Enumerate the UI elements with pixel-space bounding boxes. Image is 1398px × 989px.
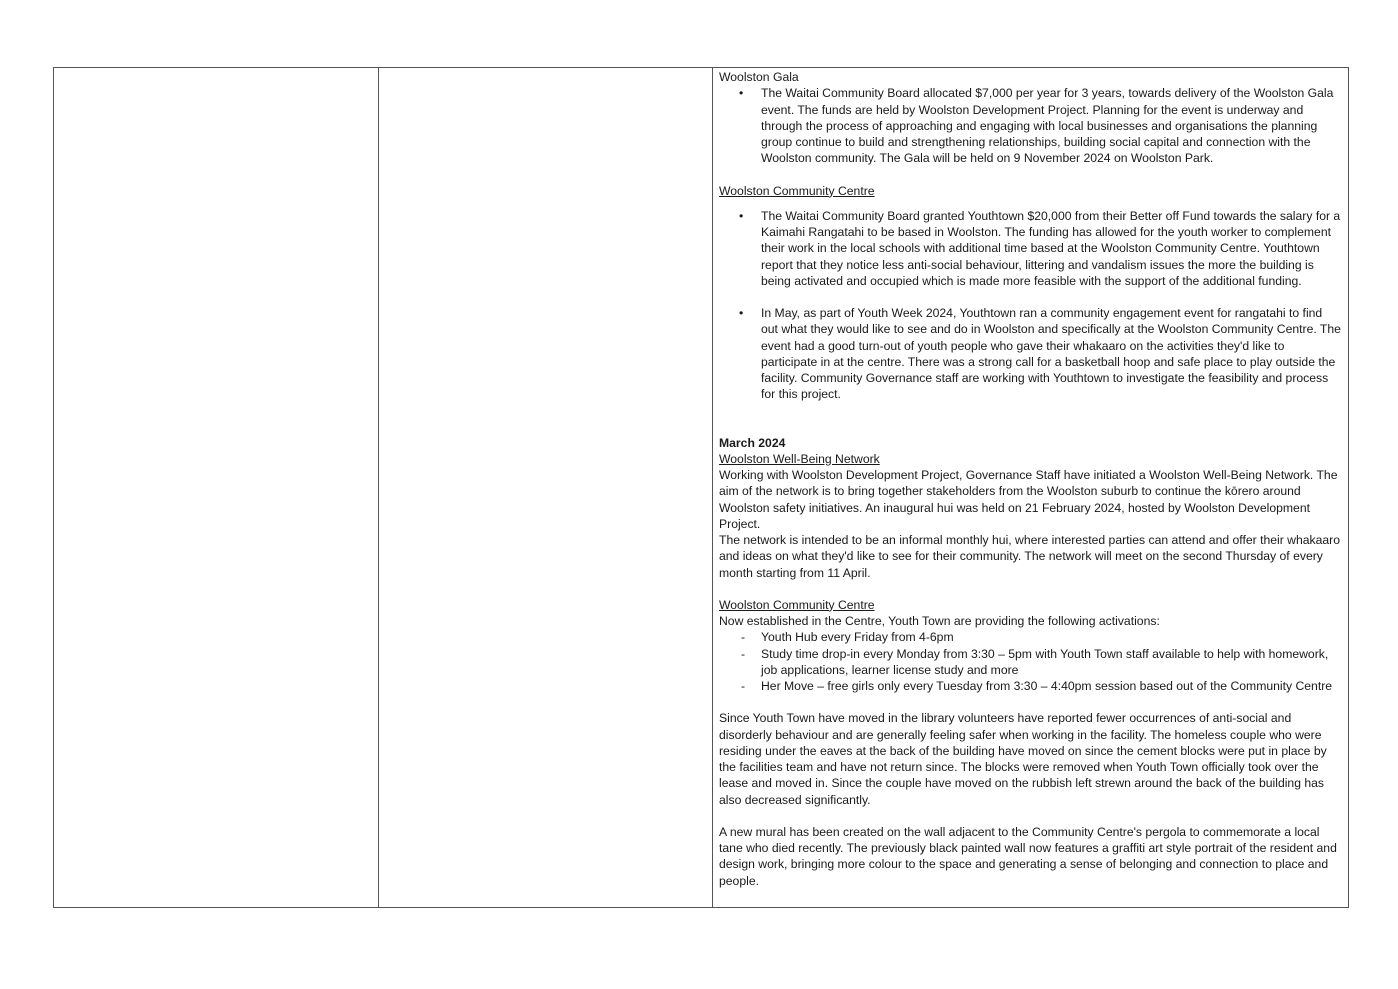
gala-bullet: • The Waitai Community Board allocated $7,000 per year for 3 years, towards delivery of the Woolston Gala event. The funds are held by Woolston Development Project. Planning for the event is underway and through the process of approaching and engaging with local businesses and organisations the planning group continue to build and strengthening relationships, building social capital and connection with the Woolston community. The Gala will be held on 9 November 2024 on Woolston Park.: [761, 85, 1342, 166]
community-centre-list: [719, 208, 1342, 289]
gala-list: [719, 85, 1342, 166]
march-centre-paragraph-3: A new mural has been created on the wall adjacent to the Community Centre's pergola to commemorate a local tane who died recently. The previously black painted wall now features a graffiti art style portrait of the resident and design work, bringing more colour to the space and generating a sense of belonging and connection to place and people.: [719, 824, 1337, 888]
community-centre-list-2: [719, 305, 1342, 403]
report-table: [53, 67, 1349, 908]
community-centre-bullet: • In May, as part of Youth Week 2024, Youthtown ran a community engagement event for rangatahi to find out what they would like to see and do in Woolston and specifically at the Woolston Community Centre. The event had a good turn-out of youth people who gave their whakaaro on the activities they'd like to participate in at the centre. There was a strong call for a basketball hoop and safe place to play outside the facility. Community Governance staff are working with Youthtown to investigate the feasibility and process for this project.: [761, 305, 1342, 403]
activations-list: [719, 629, 1342, 694]
activation-item: - Study time drop-in every Monday from 3:30 – 5pm with Youth Town staff available to help with homework, job applications, learner license study and more: [761, 646, 1342, 679]
community-centre-bullet: • The Waitai Community Board granted Youthtown $20,000 from their Better off Fund towards the salary for a Kaimahi Rangatahi to be based in Woolston. The funding has allowed for the youth worker to complement their work in the local schools with additional time based at the Woolston Community Centre. Youthtown report that they notice less anti-social behaviour, littering and vandalism issues the more the building is being activated and occupied which is made more feasible with the support of the additional funding.: [761, 208, 1342, 289]
update-content: [713, 68, 1348, 889]
community-centre-heading: Woolston Community Centre: [719, 183, 875, 198]
table-cell-empty-1: [54, 68, 379, 908]
march-centre-intro: Now established in the Centre, Youth Town are providing the following activations:: [719, 614, 1160, 628]
wellbeing-network-paragraph-2: The network is intended to be an informal monthly hui, where interested parties can attend and offer their whakaaro and ideas on what they'd like to see for their community. The network will meet on the second Thursday of every month starting from 11 April.: [719, 533, 1341, 580]
march-date-heading: March 2024: [719, 435, 786, 450]
activation-item: - Youth Hub every Friday from 4-6pm: [761, 629, 1342, 645]
activation-item: - Her Move – free girls only every Tuesday from 3:30 – 4:40pm session based out of the Community Centre: [761, 678, 1342, 694]
wellbeing-network-paragraph: Working with Woolston Development Project, Governance Staff have initiated a Woolston Well-Being Network. The aim of the network is to bring together stakeholders from the Woolston suburb to continue the kōrero around Woolston safety initiatives. An inaugural hui was held on 21 February 2024, hosted by Woolston Development Project.: [719, 468, 1338, 531]
march-centre-heading: Woolston Community Centre: [719, 597, 875, 612]
wellbeing-network-heading: Woolston Well-Being Network: [719, 451, 880, 466]
gala-heading: Woolston Gala: [719, 70, 799, 84]
march-centre-paragraph-2: Since Youth Town have moved in the library volunteers have reported fewer occurrences of anti-social and disorderly behaviour and are generally feeling safer when working in the facility. The homeless couple who were residing under the eaves at the back of the building have moved on since the cement blocks were put in place by the facilities team and have not return since. The blocks were removed when Youth Town officially took over the lease and moved in. Since the couple have moved on the rubbish left strewn around the back of the building has also decreased significantly.: [719, 711, 1327, 807]
table-cell-empty-2: [379, 68, 713, 908]
table-row: [54, 68, 1349, 908]
table-cell-content: [713, 68, 1349, 908]
